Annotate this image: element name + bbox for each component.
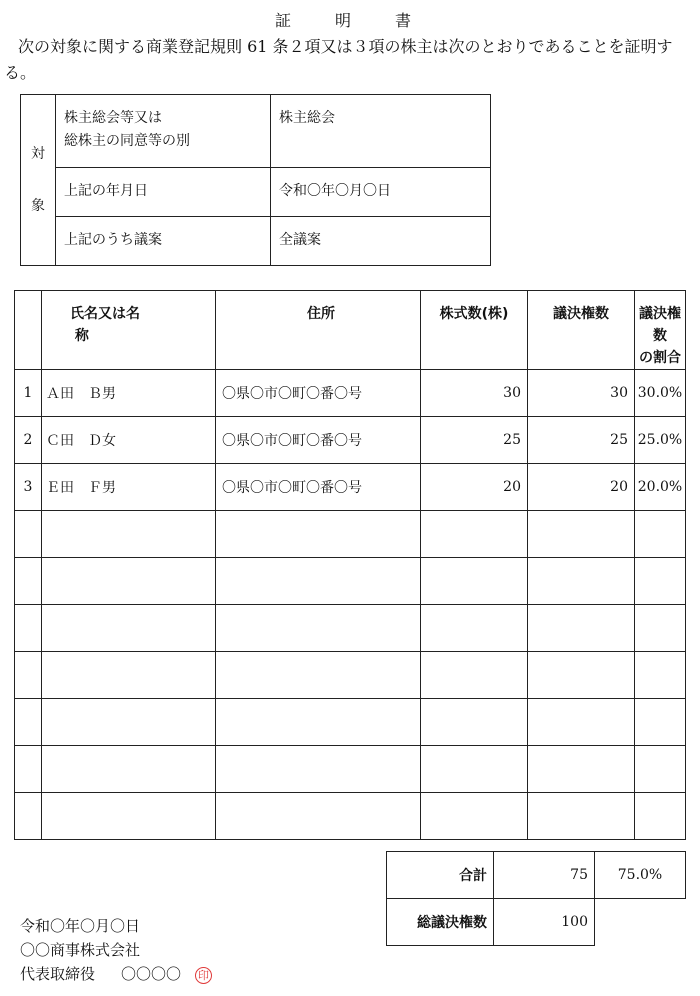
total-ratio: 75.0%: [595, 852, 686, 899]
footer-date: 令和〇年〇月〇日: [20, 917, 141, 935]
object-value-meeting-type: 株主総会: [271, 95, 491, 168]
row-name: Ｅ田 Ｆ男: [42, 464, 216, 511]
empty-cell: [15, 746, 42, 793]
header-votes: 議決権数: [528, 291, 635, 370]
row-no: 3: [15, 464, 42, 511]
object-label-meeting-type: 株主総会等又は 総株主の同意等の別: [56, 95, 271, 168]
empty-row: [15, 699, 686, 746]
empty-cell: [421, 511, 528, 558]
empty-cell: [15, 558, 42, 605]
row-address: 〇県〇市〇町〇番〇号: [216, 417, 421, 464]
empty-cell: [635, 793, 686, 840]
empty-row: [15, 511, 686, 558]
empty-cell: [42, 746, 216, 793]
empty-cell: [216, 605, 421, 652]
row-name: Ｃ田 Ｄ女: [42, 417, 216, 464]
table-row: [15, 370, 686, 417]
all-votes-value: 100: [494, 899, 595, 946]
row-ratio: 25.0%: [635, 417, 686, 464]
empty-row: [15, 746, 686, 793]
intro-text: 次の対象に関する商業登記規則 61 条２項又は３項の株主は次のとおりであることを証明する。: [4, 37, 673, 82]
empty-cell: [15, 652, 42, 699]
empty-cell: [216, 558, 421, 605]
empty-cell: [528, 746, 635, 793]
empty-cell: [15, 511, 42, 558]
empty-cell: [42, 558, 216, 605]
empty-cell: [421, 605, 528, 652]
header-shares: 株式数(株): [421, 291, 528, 370]
seal-icon: 印: [195, 967, 212, 984]
row-ratio: 20.0%: [635, 464, 686, 511]
all-votes-row: [387, 899, 686, 946]
empty-cell: [421, 652, 528, 699]
row-address: 〇県〇市〇町〇番〇号: [216, 370, 421, 417]
totals-table: [386, 851, 686, 946]
row-no: 1: [15, 370, 42, 417]
empty-cell: [42, 699, 216, 746]
empty-cell: [216, 699, 421, 746]
all-votes-label: 総議決権数: [387, 899, 494, 946]
header-name: 氏名又は名 称: [42, 291, 216, 370]
object-value-date: 令和〇年〇月〇日: [271, 168, 491, 217]
empty-row: [15, 605, 686, 652]
empty-cell: [635, 511, 686, 558]
object-side-label: 対 象: [21, 95, 56, 266]
table-row: [15, 464, 686, 511]
empty-cell: [421, 793, 528, 840]
header-no: [15, 291, 42, 370]
rep-name: 〇〇〇〇: [121, 965, 182, 983]
empty-cell: [528, 652, 635, 699]
empty-cell: [216, 793, 421, 840]
empty-cell: [635, 652, 686, 699]
row-shares: 20: [421, 464, 528, 511]
row-ratio: 30.0%: [635, 370, 686, 417]
footer-company: 〇〇商事株式会社: [20, 941, 141, 959]
empty-row: [15, 652, 686, 699]
empty-cell: [216, 746, 421, 793]
empty-cell: [635, 605, 686, 652]
header-ratio: 議決権数 の割合: [635, 291, 686, 370]
row-votes: 25: [528, 417, 635, 464]
row-no: 2: [15, 417, 42, 464]
table-row: [15, 417, 686, 464]
empty-cell: [216, 652, 421, 699]
empty-cell: [635, 746, 686, 793]
total-votes: 75: [494, 852, 595, 899]
total-row: [387, 852, 686, 899]
empty-cell: [42, 652, 216, 699]
empty-cell: [528, 558, 635, 605]
empty-cell: [15, 605, 42, 652]
empty-cell: [421, 699, 528, 746]
object-value-agenda: 全議案: [271, 217, 491, 266]
empty-row: [15, 793, 686, 840]
row-shares: 30: [421, 370, 528, 417]
empty-cell: [15, 699, 42, 746]
signature-block: [20, 914, 212, 986]
empty-cell: [635, 558, 686, 605]
rep-title: 代表取締役: [20, 965, 96, 983]
empty-cell: [528, 793, 635, 840]
empty-cell: [421, 558, 528, 605]
empty-cell: [42, 605, 216, 652]
table-header-row: [15, 291, 686, 370]
empty-cell: [42, 511, 216, 558]
empty-cell: [528, 605, 635, 652]
object-label-agenda: 上記のうち議案: [56, 217, 271, 266]
header-address: 住所: [216, 291, 421, 370]
row-name: Ａ田 Ｂ男: [42, 370, 216, 417]
shareholder-table: [14, 290, 686, 840]
empty-row: [15, 558, 686, 605]
document-title: 証 明 書: [274, 11, 425, 30]
object-label-date: 上記の年月日: [56, 168, 271, 217]
footer-representative: [20, 962, 212, 986]
row-votes: 30: [528, 370, 635, 417]
empty-cell: [15, 793, 42, 840]
row-address: 〇県〇市〇町〇番〇号: [216, 464, 421, 511]
total-label: 合計: [387, 852, 494, 899]
empty-cell: [528, 699, 635, 746]
empty-cell: [528, 511, 635, 558]
row-shares: 25: [421, 417, 528, 464]
empty-cell: [42, 793, 216, 840]
object-table: [20, 94, 491, 266]
empty-cell: [216, 511, 421, 558]
empty-cell: [635, 699, 686, 746]
empty-cell: [421, 746, 528, 793]
row-votes: 20: [528, 464, 635, 511]
